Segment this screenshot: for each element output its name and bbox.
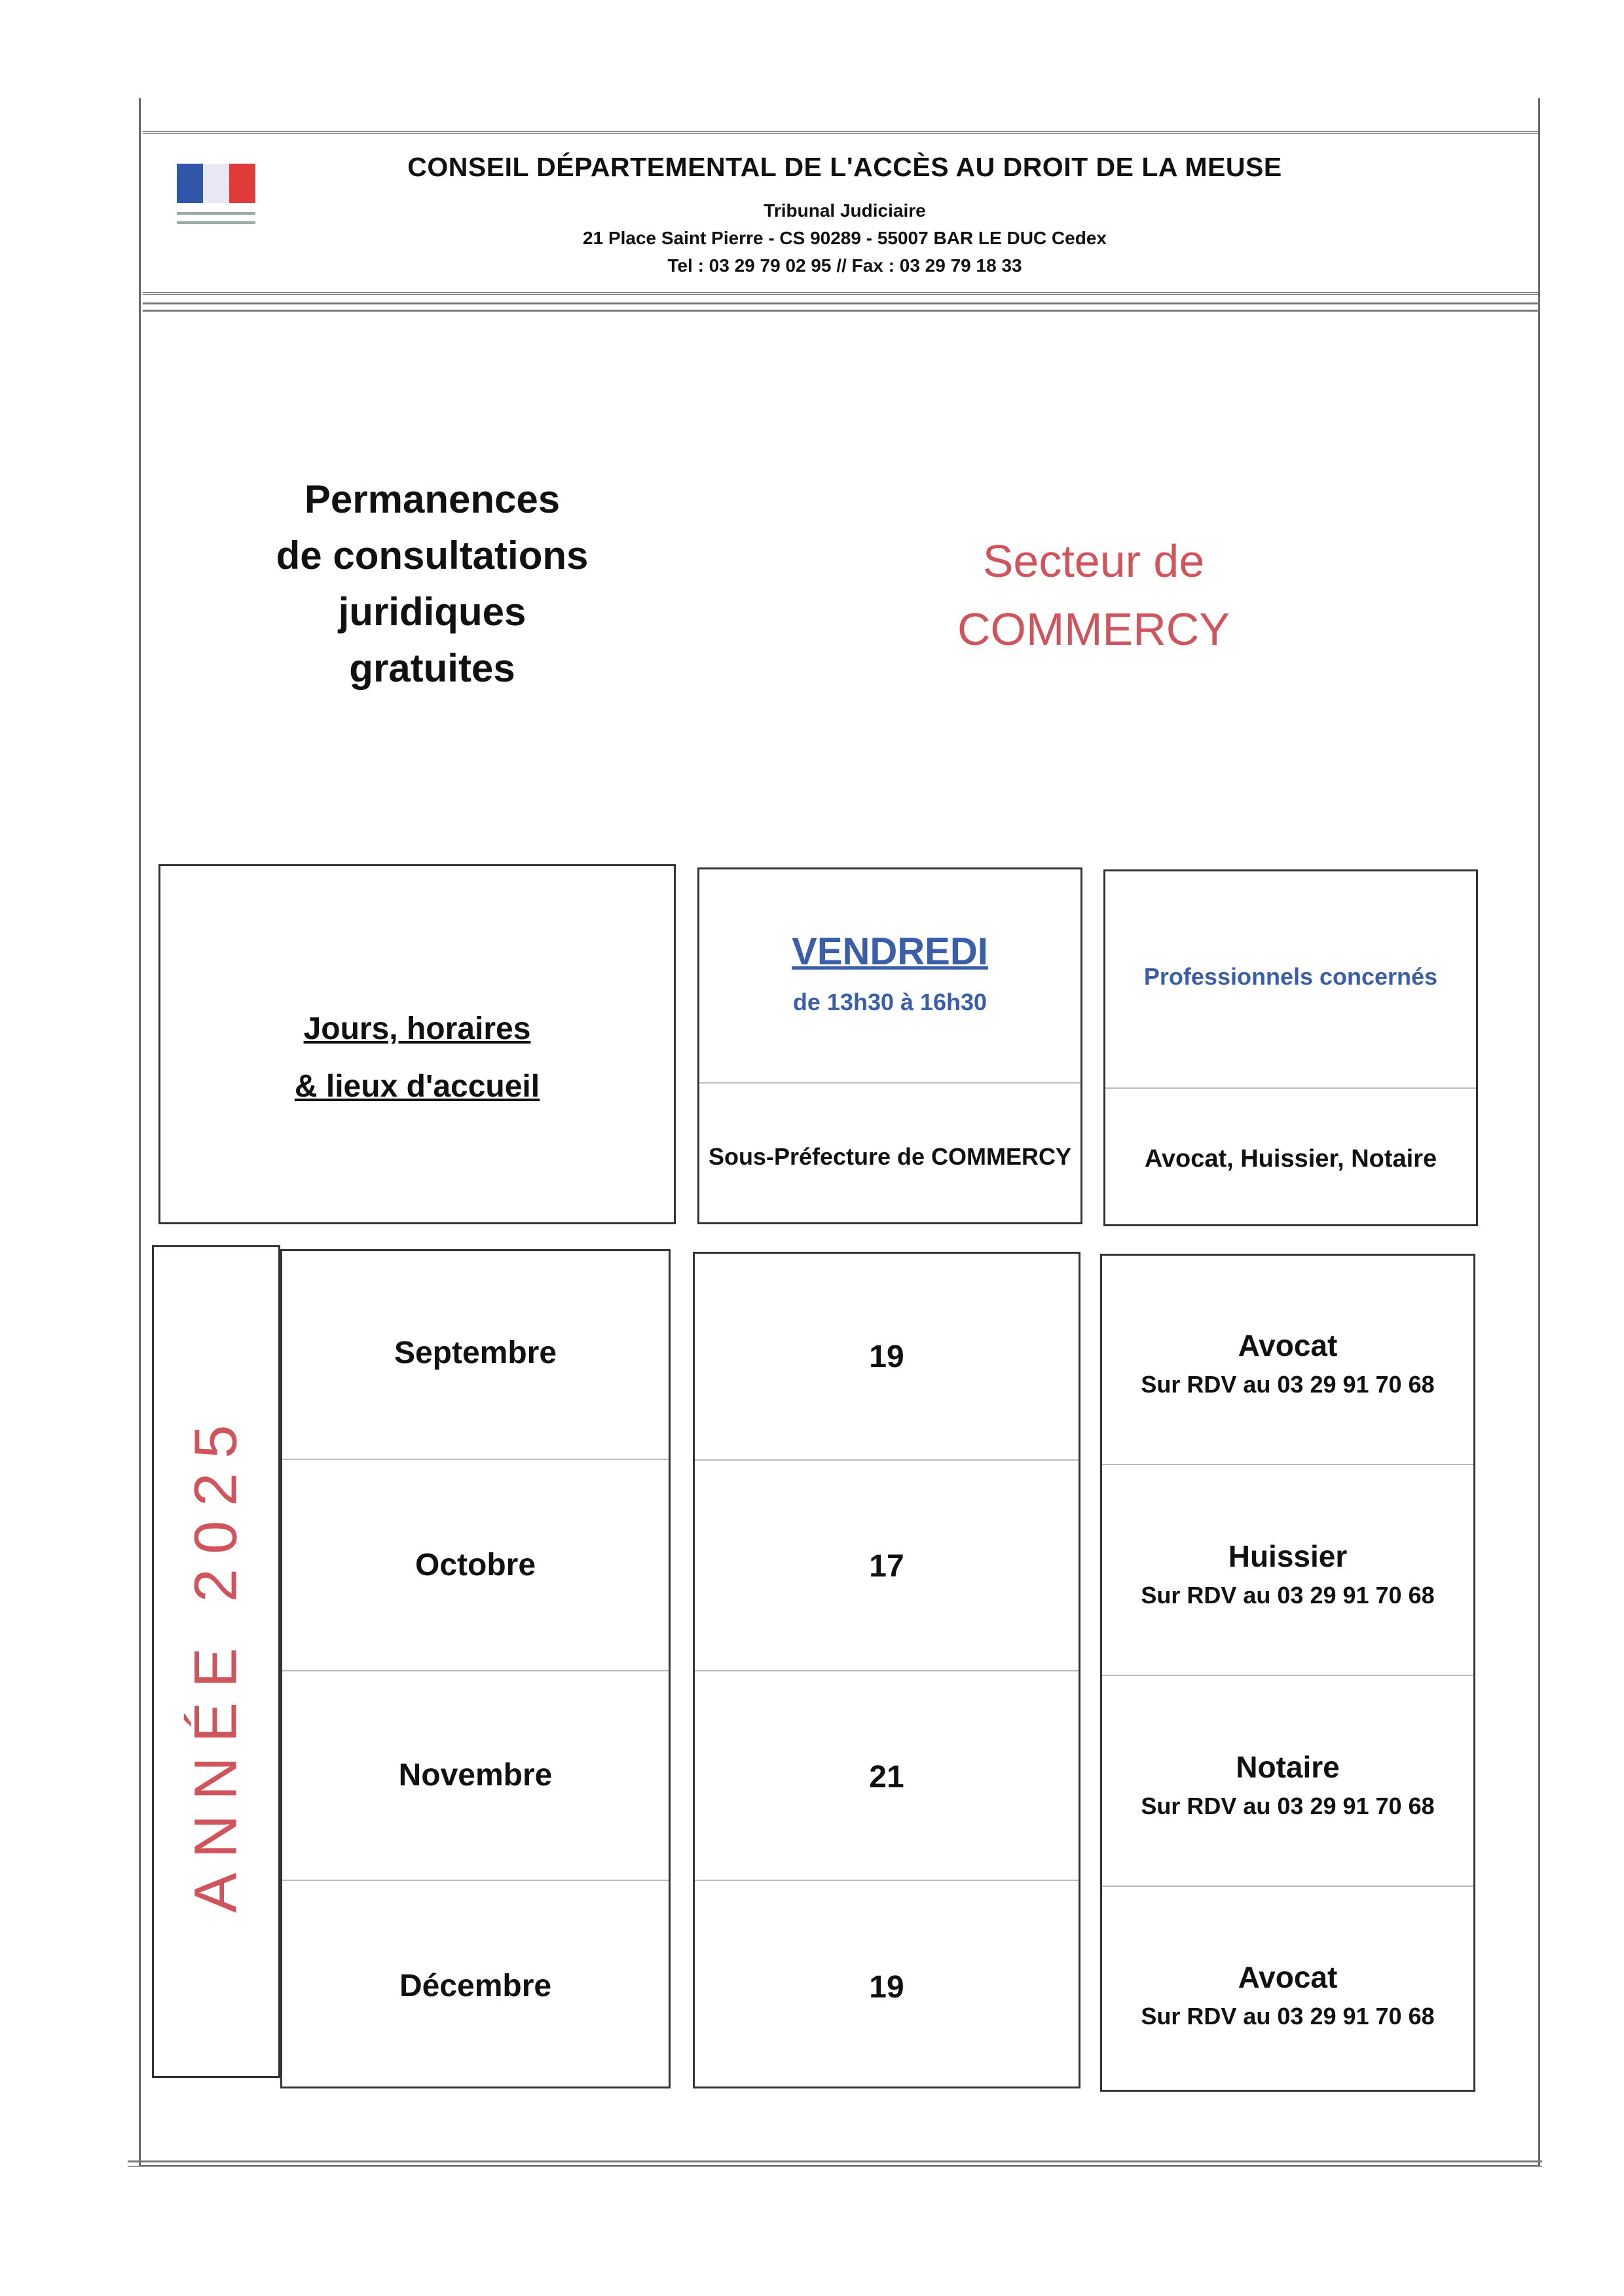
intro-line: gratuites bbox=[349, 646, 515, 690]
intro-line: juridiques bbox=[338, 590, 526, 634]
label-line1: Jours, horaires bbox=[303, 1011, 531, 1046]
table-row-professional: Notaire bbox=[1236, 1750, 1340, 1784]
table-row-appointment: Sur RDV au 03 29 91 70 68 bbox=[1141, 1582, 1435, 1609]
table-row-appointment: Sur RDV au 03 29 91 70 68 bbox=[1141, 2003, 1435, 2030]
table-row-professional: Avocat bbox=[1238, 1328, 1338, 1362]
table-row-professional: Huissier bbox=[1228, 1539, 1348, 1573]
table-row-day: 17 bbox=[869, 1549, 904, 1584]
table-row-month: Septembre bbox=[394, 1336, 557, 1370]
table-row-day: 19 bbox=[869, 1970, 904, 2005]
place-label: Sous-Préfecture de COMMERCY bbox=[708, 1143, 1072, 1170]
schedule-box bbox=[697, 867, 1082, 1224]
professionals-box bbox=[1103, 869, 1478, 1226]
court-name: Tribunal Judiciaire bbox=[764, 200, 926, 221]
organization-title: CONSEIL DÉPARTEMENTAL DE L'ACCÈS AU DROIT DE LA MEUSE bbox=[407, 152, 1282, 182]
day-label: VENDREDI bbox=[792, 930, 988, 973]
days-column bbox=[693, 1252, 1080, 2088]
page-frame-bottom bbox=[128, 2160, 1542, 2167]
table-row-appointment: Sur RDV au 03 29 91 70 68 bbox=[1141, 1371, 1435, 1398]
table-row-month: Octobre bbox=[415, 1548, 536, 1582]
address: 21 Place Saint Pierre - CS 90289 - 55007 BAR LE DUC Cedex bbox=[583, 228, 1107, 248]
professionals-list: Avocat, Huissier, Notaire bbox=[1144, 1145, 1437, 1173]
label-line2: & lieux d'accueil bbox=[294, 1069, 540, 1104]
sector-line2: COMMERCY bbox=[957, 604, 1230, 655]
contact-phone-fax: Tel : 03 29 79 02 95 // Fax : 03 29 79 18 33 bbox=[667, 255, 1022, 276]
professional-column bbox=[1100, 1254, 1475, 2092]
year-label: ANNÉE 2025 bbox=[182, 1410, 249, 1913]
label-box bbox=[158, 864, 676, 1224]
table-row-month: Décembre bbox=[399, 1969, 552, 2003]
intro-line: de consultations bbox=[276, 534, 589, 577]
professionals-title: Professionnels concernés bbox=[1143, 963, 1438, 990]
months-column bbox=[280, 1249, 671, 2088]
intro-line: Permanences bbox=[304, 477, 561, 521]
hours-label: de 13h30 à 16h30 bbox=[792, 989, 987, 1015]
french-flag-icon bbox=[177, 164, 255, 203]
table-row-day: 21 bbox=[869, 1760, 904, 1795]
sector-line1: Secteur de bbox=[982, 536, 1205, 587]
table-row-month: Novembre bbox=[398, 1758, 553, 1793]
intro-title bbox=[216, 471, 648, 697]
table-row-professional: Avocat bbox=[1238, 1960, 1338, 1994]
year-column bbox=[152, 1245, 280, 2078]
republique-francaise-logo bbox=[177, 164, 262, 236]
sector-title bbox=[871, 527, 1316, 663]
letterhead-rule bbox=[143, 302, 1540, 312]
table-row-day: 19 bbox=[869, 1339, 904, 1374]
table-row-appointment: Sur RDV au 03 29 91 70 68 bbox=[1141, 1793, 1435, 1819]
